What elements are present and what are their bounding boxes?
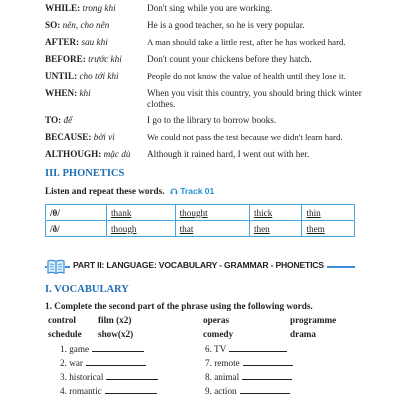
answer-blank[interactable] bbox=[242, 371, 292, 380]
answer-blank[interactable] bbox=[105, 385, 157, 394]
section-heading-phonetics: III. PHONETICS bbox=[45, 168, 125, 179]
item-number: 6. bbox=[205, 344, 212, 354]
item-text: action bbox=[214, 386, 237, 396]
audio-track-link[interactable] bbox=[170, 186, 214, 196]
conjunction-meaning: trong khi bbox=[82, 3, 116, 13]
conjunction-example: He is a good teacher, so he is very popular. bbox=[147, 20, 305, 30]
answer-blank[interactable] bbox=[229, 343, 287, 352]
phoneme-symbol: /ð/ bbox=[46, 221, 107, 237]
item-text: game bbox=[69, 344, 90, 354]
phonetics-table bbox=[45, 204, 355, 237]
item-number: 1. bbox=[60, 344, 67, 354]
word-bank-item: show(x2) bbox=[98, 329, 134, 339]
word-bank-item: drama bbox=[290, 329, 317, 339]
exercise-item bbox=[205, 385, 290, 396]
phoneme-word: them bbox=[302, 221, 355, 237]
item-number: 9. bbox=[205, 386, 212, 396]
exercise-item bbox=[205, 343, 287, 354]
conjunction-example: A man should take a little rest, after he has worked hard. bbox=[147, 37, 346, 47]
phoneme-word: thank bbox=[107, 205, 176, 221]
conjunction-meaning: bởi vì bbox=[93, 132, 115, 142]
phoneme-word: though bbox=[107, 221, 176, 237]
instruction-text: Listen and repeat these words. bbox=[45, 186, 165, 196]
conjunction-meaning: cho tới khi bbox=[79, 71, 119, 81]
conjunction-word: ALTHOUGH: bbox=[45, 149, 102, 159]
conjunction-word: BECAUSE: bbox=[45, 132, 92, 142]
exercise-question: 1. Complete the second part of the phrase using the following words. bbox=[45, 301, 313, 311]
conjunction-word: SO: bbox=[45, 20, 61, 30]
conjunction-word: TO: bbox=[45, 115, 62, 125]
listen-instruction bbox=[45, 186, 214, 196]
book-icon bbox=[47, 258, 65, 275]
item-text: romantic bbox=[69, 386, 102, 396]
phoneme-word: that bbox=[175, 221, 249, 237]
conjunction-word: BEFORE: bbox=[45, 54, 86, 64]
word-bank-item: film (x2) bbox=[98, 315, 132, 325]
conjunction-meaning: sau khi bbox=[81, 37, 108, 47]
word-bank-item: schedule bbox=[48, 329, 82, 339]
exercise-item bbox=[60, 343, 144, 354]
part-banner-title: PART II: LANGUAGE: VOCABULARY - GRAMMAR - PHONETICS bbox=[70, 260, 327, 270]
item-text: animal bbox=[214, 372, 240, 382]
conjunction-example: Although it rained hard, I went out with her. bbox=[147, 149, 310, 159]
conjunction-meaning: mặc dù bbox=[103, 149, 131, 159]
headphones-icon bbox=[170, 187, 178, 195]
item-text: historical bbox=[69, 372, 104, 382]
phoneme-word: thin bbox=[302, 205, 355, 221]
word-bank-item: comedy bbox=[203, 329, 234, 339]
conjunction-meaning: trước khi bbox=[88, 54, 122, 64]
item-number: 7. bbox=[205, 358, 212, 368]
word-bank-item: control bbox=[48, 315, 76, 325]
conjunction-meaning: để bbox=[63, 115, 73, 125]
phoneme-word: thought bbox=[175, 205, 249, 221]
answer-blank[interactable] bbox=[92, 343, 144, 352]
table-row bbox=[46, 221, 355, 237]
conjunction-meaning: khi bbox=[79, 88, 91, 98]
exercise-item bbox=[60, 371, 158, 382]
exercise-item bbox=[205, 371, 292, 382]
conjunction-meaning: nên, cho nên bbox=[62, 20, 110, 30]
word-bank-item: programme bbox=[290, 315, 337, 325]
answer-blank[interactable] bbox=[240, 385, 290, 394]
conjunction-example: People do not know the value of health until they lose it. bbox=[147, 71, 346, 81]
table-row bbox=[46, 205, 355, 221]
section-heading-vocabulary: I. VOCABULARY bbox=[45, 284, 129, 295]
conjunction-example: I go to the library to borrow books. bbox=[147, 115, 277, 125]
conjunction-example: When you visit this country, you should bring thick winter clothes. bbox=[147, 88, 362, 109]
conjunction-word: UNTIL: bbox=[45, 71, 78, 81]
conjunction-word: AFTER: bbox=[45, 37, 80, 47]
conjunction-example: Don't count your chickens before they hatch. bbox=[147, 54, 312, 64]
answer-blank[interactable] bbox=[243, 357, 293, 366]
answer-blank[interactable] bbox=[106, 371, 158, 380]
word-bank-item: operas bbox=[203, 315, 230, 325]
exercise-item bbox=[60, 385, 157, 396]
conjunction-example: Don't sing while you are working. bbox=[147, 3, 273, 13]
item-number: 8. bbox=[205, 372, 212, 382]
conjunction-example: We could not pass the test because we didn't learn hard. bbox=[147, 132, 343, 142]
phoneme-symbol: /θ/ bbox=[46, 205, 107, 221]
track-label: Track 01 bbox=[180, 186, 215, 196]
phoneme-word: then bbox=[249, 221, 302, 237]
part-banner bbox=[45, 256, 355, 278]
item-text: remote bbox=[214, 358, 240, 368]
phoneme-word: thick bbox=[249, 205, 302, 221]
item-number: 2. bbox=[60, 358, 67, 368]
answer-blank[interactable] bbox=[86, 357, 146, 366]
exercise-item bbox=[205, 357, 293, 368]
conjunction-word: WHEN: bbox=[45, 88, 78, 98]
item-number: 4. bbox=[60, 386, 67, 396]
item-number: 3. bbox=[60, 372, 67, 382]
exercise-item bbox=[60, 357, 146, 368]
item-text: war bbox=[69, 358, 83, 368]
conjunction-word: WHILE: bbox=[45, 3, 81, 13]
item-text: TV bbox=[214, 344, 227, 354]
